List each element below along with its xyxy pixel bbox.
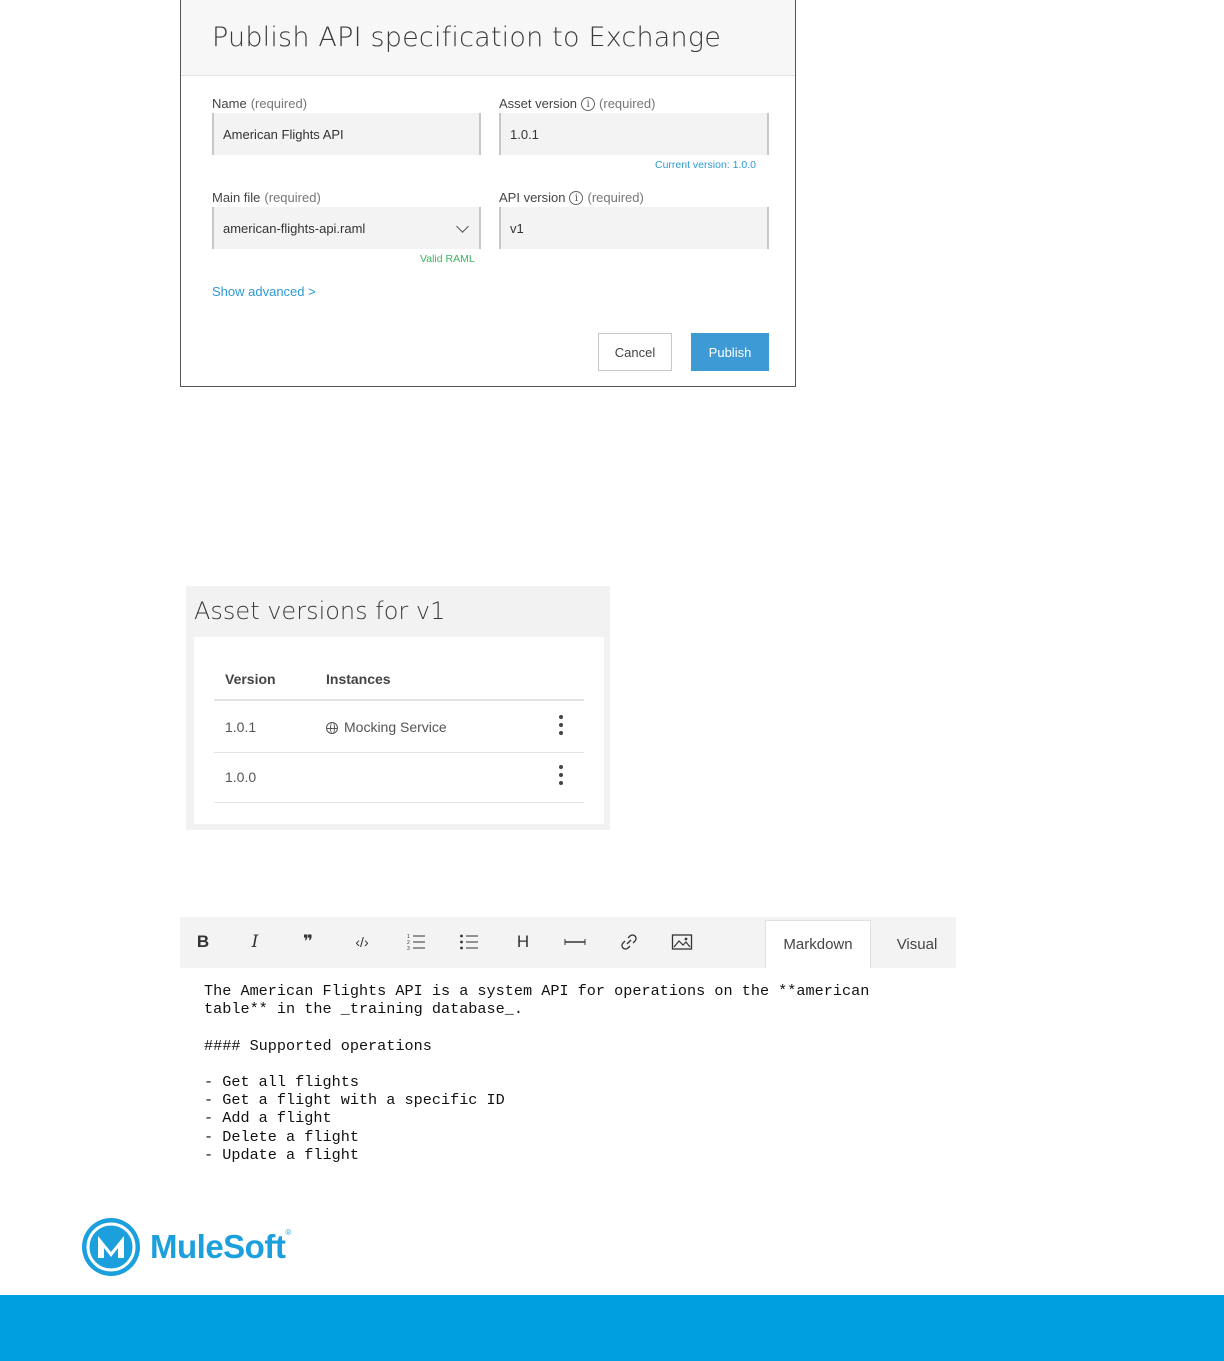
ordered-list-icon[interactable]	[405, 930, 427, 954]
footer-bar	[0, 1295, 1224, 1361]
asset-versions-panel	[186, 586, 610, 830]
dialog-title: Publish API specification to Exchange	[212, 22, 722, 53]
cancel-button[interactable]: Cancel	[598, 333, 672, 371]
link-icon[interactable]	[618, 930, 640, 954]
versions-table	[194, 637, 604, 824]
chevron-down-icon	[456, 220, 469, 233]
bullet-list-icon[interactable]	[458, 930, 480, 954]
mulesoft-logo-icon	[80, 1216, 142, 1278]
tab-markdown[interactable]: Markdown	[765, 920, 871, 968]
api-version-label: API version i (required)	[499, 190, 644, 205]
horizontal-rule-icon[interactable]	[564, 930, 586, 954]
version-cell: 1.0.0	[225, 769, 257, 785]
code-icon[interactable]: ‹/›	[355, 934, 369, 950]
asset-version-label: Asset version i (required)	[499, 96, 656, 111]
version-cell: 1.0.1	[225, 719, 257, 735]
main-file-select[interactable]: american-flights-api.raml	[212, 207, 481, 249]
editor-toolbar	[180, 917, 956, 968]
table-row[interactable]	[214, 753, 584, 803]
globe-icon	[326, 722, 338, 734]
markdown-editor[interactable]: The American Flights API is a system API for operations on the **american table** in the _training database_. #### Supported operations - Get all flights - Get a flight with a specific ID - Add a flight - Delete a flight - Update a flight	[204, 982, 870, 1164]
mulesoft-logo	[80, 1217, 291, 1277]
api-version-input[interactable]: v1	[499, 207, 769, 249]
show-advanced-link[interactable]: Show advanced >	[212, 284, 316, 299]
image-icon[interactable]	[671, 930, 693, 954]
row-menu-icon[interactable]	[558, 715, 564, 739]
tab-visual[interactable]: Visual	[896, 935, 938, 953]
name-input[interactable]: American Flights API	[212, 113, 481, 155]
column-header-instances: Instances	[326, 671, 391, 687]
info-icon[interactable]: i	[581, 97, 595, 111]
svg-text:2: 2	[407, 940, 410, 946]
quote-icon[interactable]: ❞	[303, 932, 313, 951]
current-version-hint: Current version: 1.0.0	[655, 159, 756, 171]
publish-button[interactable]: Publish	[691, 333, 769, 371]
valid-raml-hint: Valid RAML	[420, 253, 475, 265]
italic-icon[interactable]: I	[251, 932, 259, 952]
publish-dialog	[180, 0, 796, 387]
row-menu-icon[interactable]	[558, 765, 564, 789]
panel-title: Asset versions for v1	[194, 597, 446, 625]
heading-icon[interactable]: H	[516, 932, 530, 951]
table-row[interactable]	[214, 703, 584, 753]
svg-text:1: 1	[407, 934, 410, 940]
logo-wordmark: MuleSoft®	[150, 1228, 291, 1265]
main-file-label: Main file (required)	[212, 190, 321, 205]
svg-text:3: 3	[407, 946, 410, 952]
table-header	[214, 667, 584, 701]
instance-cell[interactable]: Mocking Service	[326, 719, 447, 735]
column-header-version: Version	[225, 671, 276, 687]
bold-icon[interactable]: B	[196, 932, 210, 951]
asset-version-input[interactable]: 1.0.1	[499, 113, 769, 155]
name-label: Name (required)	[212, 96, 308, 111]
info-icon[interactable]: i	[569, 191, 583, 205]
